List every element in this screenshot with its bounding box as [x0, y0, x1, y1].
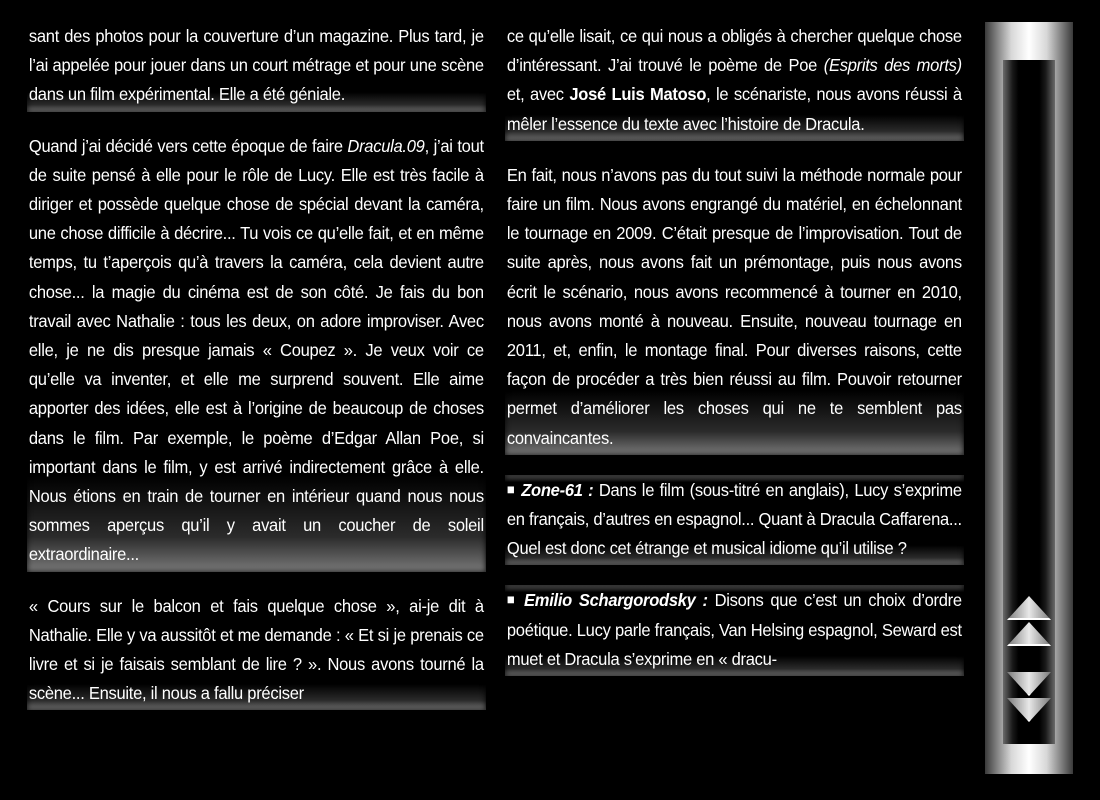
paragraph-text: et, avec [506, 84, 570, 105]
speaker-label: Zone-61 : [521, 479, 594, 500]
paragraph-text: « Cours sur le balcon et fais quelque chose », ai-je dit à Nathalie. Elle y va aussitôt et me demande : « Et si je prenais ce livre et si je faisais semblant de lire ? ». Nous avons tourné la scène... Ensuite, il nous a fallu préciser [28, 595, 484, 704]
paragraph [27, 592, 486, 711]
right-text-column [505, 22, 961, 676]
paragraph-text: , j’ai tout de suite pensé à elle pour le rôle de Lucy. Elle est très facile à diriger et possède quelque chose de spécial devant la caméra, une chose difficile à décrire... Tu vois ce qu’elle fait, et en même temps, tu t’aperçois qu’à travers la caméra, cela devient autre chose... la magie du cinéma est de son côté. Je fais du bon travail avec Nathalie : tous les deux, on adore improviser. Avec elle, je ne dis presque jamais « Coupez ». Je veux voir ce qu’elle va inventer, et elle me surprend souvent. Elle aime apporter des idées, elle est à l’origine de beaucoup de choses dans le film. Par exemple, le poème d’Edgar Allan Poe, si important dans le film, y est arrivé indirectement grâce à elle. Nous étions en train de tourner en intérieur quand nous nous sommes aperçus qu’il y avait un coucher de soleil extraordinaire... [28, 135, 484, 565]
paragraph-text: sant des photos pour la couverture d’un magazine. Plus tard, je l’ai appelée pour jouer dans un court métrage et pour une scène dans un film expérimental. Elle a été géniale. [28, 26, 484, 105]
interview-question [505, 475, 964, 566]
square-bullet-icon: ■ [506, 480, 516, 497]
film-title: Dracula.09 [347, 135, 425, 156]
person-name: José Luis Matoso [569, 84, 707, 105]
paragraph [505, 22, 964, 141]
question-text: Dans le film (sous-titré en anglais), Lucy s’exprime en français, d’autres en espagnol... Quant à Dracula Caffarena... Quel est donc cet étrange et musical idiome qu’il utilise ? [506, 479, 962, 559]
interview-answer [505, 585, 964, 676]
paragraph-text: ce qu’elle lisait, ce qui nous a obligés à chercher quelque chose d’intéressant. J’ai trouvé le poème de Poe [506, 26, 962, 76]
left-text-column [27, 22, 483, 710]
paragraph [27, 132, 486, 572]
paragraph-text: , le scénariste, nous avons réussi à mêler l’essence du texte avec l’histoire de Dracula. [506, 84, 962, 134]
paragraph [27, 22, 486, 112]
paragraph-text: En fait, nous n’avons pas du tout suivi la méthode normale pour faire un film. Nous avons engrangé du matériel, en échelonnant le tournage en 2009. C’était presque de l’improvisation. Tout de suite après, nous avons fait un prémontage, puis nous avons écrit le scénario, nous avons recommencé à tourner en 2010, nous avons monté à nouveau. Ensuite, nouveau tournage en 2011, et, enfin, le montage final. Pour diverses raisons, cette façon de procéder a très bien réussi au film. Pouvoir retourner permet d’améliorer les choses qui ne te semblent pas convaincantes. [506, 164, 962, 448]
answer-text: Disons que c’est un choix d’ordre poétique. Lucy parle français, Van Helsing espagnol, Seward est muet et Dracula s’exprime en « dracu- [506, 590, 962, 669]
speaker-label: Emilio Schargorodsky : [524, 590, 708, 611]
paragraph [505, 161, 964, 455]
poem-title: (Esprits des morts) [823, 55, 962, 76]
paragraph-text: Quand j’ai décidé vers cette époque de faire [28, 135, 348, 156]
vertical-scrollbar[interactable] [985, 22, 1073, 774]
square-bullet-icon: ■ [506, 591, 518, 608]
